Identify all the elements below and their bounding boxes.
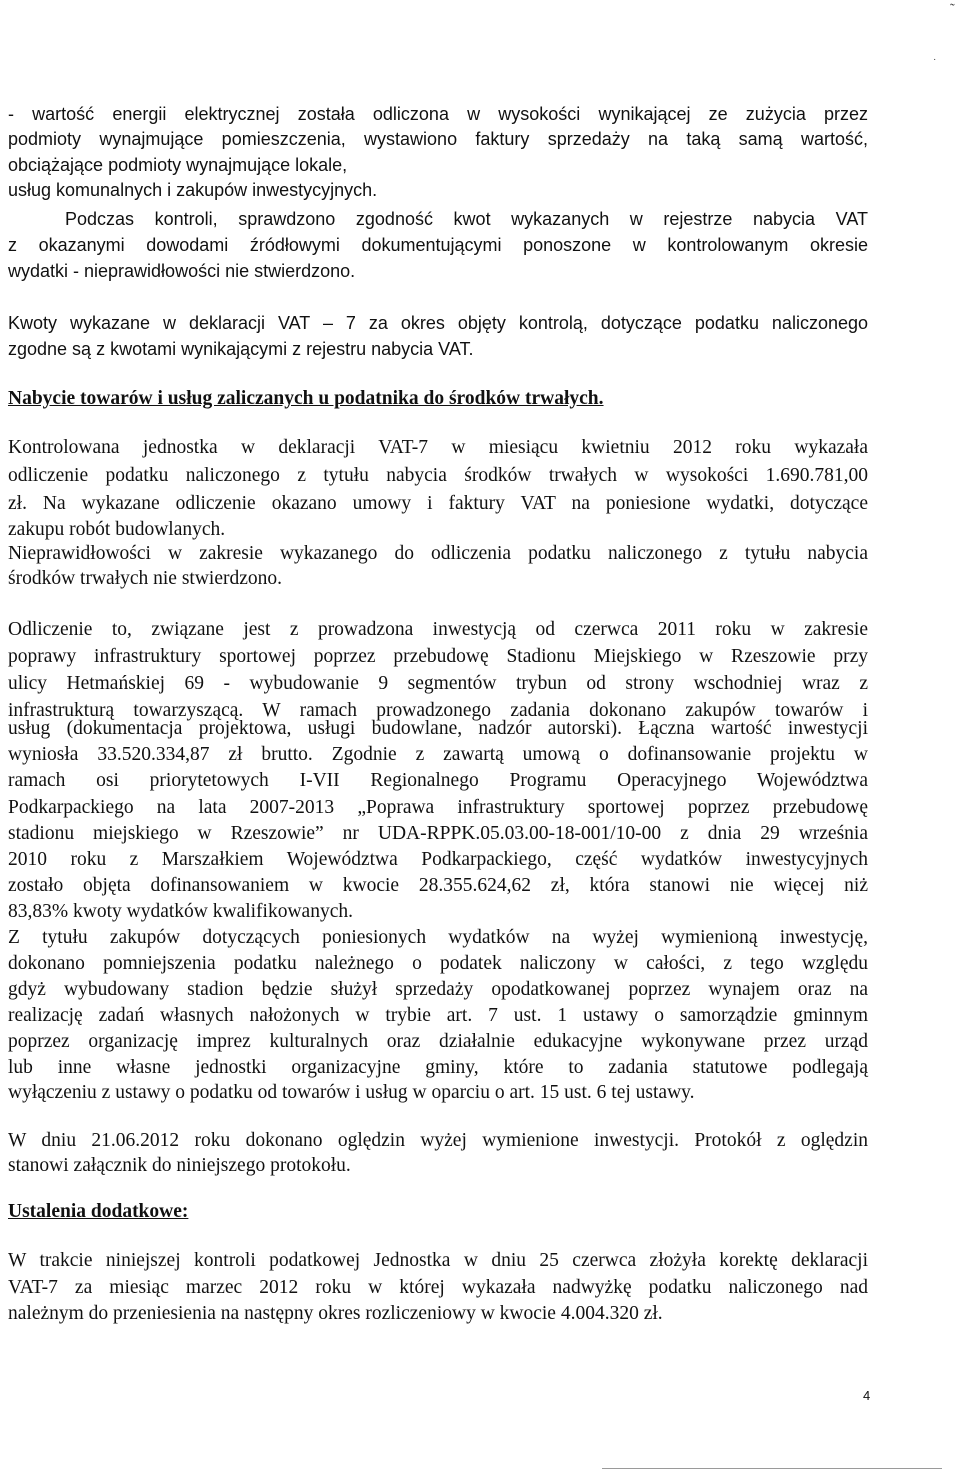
text-line: zł. Na wykazane odliczenie okazano umowy i faktury VAT na poniesione wydatki, dotyczące [8, 493, 868, 514]
text-line: Kontrolowana jednostka w deklaracji VAT-7 w miesiącu kwietniu 2012 roku wykazała [8, 437, 868, 458]
text-line: usług (dokumentacja projektowa, usługi budowlane, nadzór autorski). Łączna wartość inwestycji [8, 718, 868, 739]
page-number: 4 [863, 1388, 871, 1403]
text-line: wyłączeniu z ustawy o podatku od towarów i usług w oparciu o art. 15 ust. 6 tej ustawy. [8, 1082, 695, 1103]
footer-rule [602, 1468, 942, 1469]
text-line: Kwoty wykazane w deklaracji VAT – 7 za okres objęty kontrolą, dotyczące podatku naliczonego [8, 313, 868, 333]
text-line: stanowi załącznik do niniejszego protokołu. [8, 1155, 351, 1176]
text-line: VAT-7 za miesiąc marzec 2012 roku w której wykazała nadwyżkę podatku naliczonego nad [8, 1277, 868, 1298]
text-line: W trakcie niniejszej kontroli podatkowej Jednostka w dniu 25 czerwca złożyła korektę deklaracji [8, 1250, 868, 1271]
text-line: podmioty wynajmujące pomieszczenia, wystawiono faktury sprzedaży na taką samą wartość, [8, 129, 868, 149]
text-line: zostało objęta dofinansowaniem w kwocie 28.355.624,62 zł, która stanowi nie więcej niż [8, 875, 868, 896]
text-line: ulicy Hetmańskiej 69 - wybudowanie 9 segmentów trybun od strony wschodniej wraz z [8, 673, 868, 694]
text-line: poprawy infrastruktury sportowej poprzez przebudowę Stadionu Miejskiego w Rzeszowie przy [8, 646, 868, 667]
section-heading: Nabycie towarów i usług zaliczanych u podatnika do środków trwałych. [8, 388, 604, 409]
text-line: Z tytułu zakupów dotyczących poniesionych wydatków na wyżej wymienioną inwestycję, [8, 927, 868, 948]
text-line: realizację zadań własnych nałożonych w trybie art. 7 ust. 1 ustawy o samorządzie gminnym [8, 1005, 868, 1026]
section-heading: Ustalenia dodatkowe: [8, 1201, 189, 1222]
text-line: dokonano pomniejszenia podatku należnego o podatek naliczony w całości, z tego względu [8, 953, 868, 974]
text-line: obciążające podmioty wynajmujące lokale, [8, 155, 348, 175]
text-line: poprzez organizację imprez kulturalnych oraz działalnie edukacyjne wykonywane przez urząd [8, 1031, 868, 1052]
text-line: Nieprawidłowości w zakresie wykazanego do odliczenia podatku naliczonego z tytułu nabycia [8, 543, 868, 564]
text-line: z okazanymi dowodami źródłowymi dokumentującymi ponoszone w kontrolowanym okresie [8, 235, 868, 255]
text-line: 83,83% kwoty wydatków kwalifikowanych. [8, 901, 353, 922]
text-line: należnym do przeniesienia na następny okres rozliczeniowy w kwocie 4.004.320 zł. [8, 1303, 663, 1324]
scan-mark: ˙ [933, 58, 937, 69]
text-line: - wartość energii elektrycznej została odliczona w wysokości wynikającej ze zużycia przez [8, 104, 868, 124]
text-line: lub inne własne jednostki organizacyjne gminy, które to zadania statutowe podlegają [8, 1057, 868, 1078]
text-line: środków trwałych nie stwierdzono. [8, 568, 283, 589]
text-line: usług komunalnych i zakupów inwestycyjnych. [8, 180, 378, 200]
scan-mark: ˜ [950, 2, 955, 17]
text-line: Odliczenie to, związane jest z prowadzona inwestycją od czerwca 2011 roku w zakresie [8, 619, 868, 640]
text-line: Podczas kontroli, sprawdzono zgodność kwot wykazanych w rejestrze nabycia VAT [65, 209, 868, 229]
text-line: zakupu robót budowlanych. [8, 519, 226, 540]
text-line: wydatki - nieprawidłowości nie stwierdzono. [8, 261, 356, 281]
text-line: Podkarpackiego na lata 2007-2013 „Poprawa infrastruktury sportowej poprzez przebudowę [8, 797, 868, 818]
text-line: infrastrukturą towarzyszącą. W ramach prowadzonego zadania dokonano zakupów towarów i [8, 700, 868, 721]
text-line: odliczenie podatku naliczonego z tytułu nabycia środków trwałych w wysokości 1.690.781,00 [8, 465, 868, 486]
text-line: wyniosła 33.520.334,87 zł brutto. Zgodnie z zawartą umową o dofinansowanie projektu w [8, 744, 868, 765]
text-line: ramach osi priorytetowych I-VII Regionalnego Programu Operacyjnego Województwa [8, 770, 868, 791]
text-line: zgodne są z kwotami wynikającymi z rejestru nabycia VAT. [8, 339, 474, 359]
text-line: 2010 roku z Marszałkiem Województwa Podkarpackiego, część wydatków inwestycyjnych [8, 849, 868, 870]
text-line: gdyż wybudowany stadion będzie służył sprzedaży opodatkowanej poprzez wynajem oraz na [8, 979, 868, 1000]
text-line: W dniu 21.06.2012 roku dokonano oględzin wyżej wymienione inwestycji. Protokół z oględzin [8, 1130, 868, 1151]
text-line: stadionu miejskiego w Rzeszowie” nr UDA-RPPK.05.03.00-18-001/10-00 z dnia 29 września [8, 823, 868, 844]
